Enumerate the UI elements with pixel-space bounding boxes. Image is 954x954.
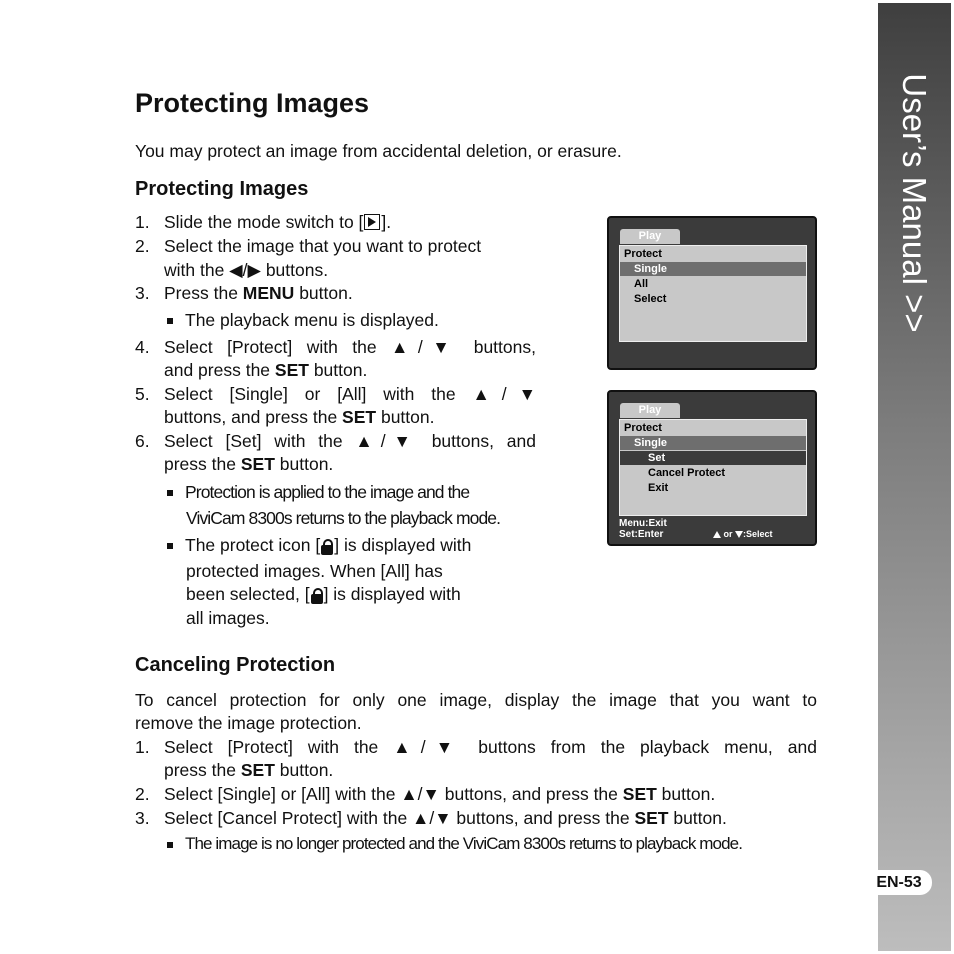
step-6-line-1: Select [Set] with the ▲/▼ buttons, and bbox=[164, 431, 536, 451]
step-6-line-2: press the SET button. bbox=[164, 454, 334, 474]
bullet-protect-icon-line-3: been selected, [ ] is displayed with bbox=[186, 584, 461, 604]
menu-item-cancel-protect: Cancel Protect bbox=[648, 467, 726, 479]
menu-item-set: Set bbox=[620, 451, 806, 465]
cancel-intro-line-1: To cancel protection for only one image, display the image that you want to bbox=[135, 690, 817, 710]
step-number: 1. bbox=[135, 737, 150, 757]
step-2-line-2: with the ◀/▶ buttons. bbox=[164, 260, 329, 280]
step-number: 4. bbox=[135, 337, 150, 357]
menu-item-protect: Protect bbox=[624, 422, 662, 434]
cancel-step-1-line-1: Select [Protect] with the ▲/▼ buttons from the playback menu, and bbox=[164, 737, 817, 757]
step-5-line-2: buttons, and press the SET button. bbox=[164, 407, 435, 427]
cancel-intro-line-2: remove the image protection. bbox=[135, 713, 362, 733]
step-1-text: Slide the mode switch to [ ]. bbox=[164, 212, 392, 232]
camera-screen-protect-menu bbox=[607, 216, 817, 370]
step-number: 5. bbox=[135, 384, 150, 404]
footer-menu-exit: Menu:Exit bbox=[619, 518, 667, 529]
cancel-step-2-text: Select [Single] or [All] with the ▲/▼ buttons, and press the SET button. bbox=[164, 784, 716, 804]
step-5-line-1: Select [Single] or [All] with the ▲/▼ bbox=[164, 384, 536, 404]
bullet-protection-applied-line-2: ViviCam 8300s returns to the playback mode. bbox=[186, 508, 501, 528]
step-number: 2. bbox=[135, 236, 150, 256]
bullet-protect-icon-line-2: protected images. When [All] has bbox=[186, 561, 443, 581]
camera-screen-single-submenu bbox=[607, 390, 817, 546]
bullet-protection-applied: Protection is applied to the image and the bbox=[167, 482, 469, 503]
page-title: Protecting Images bbox=[135, 88, 370, 118]
intro-text: You may protect an image from accidental deletion, or erasure. bbox=[135, 141, 622, 161]
menu-item-exit: Exit bbox=[648, 482, 669, 494]
lock-all-icon bbox=[311, 594, 323, 604]
step-4-line-1: Select [Protect] with the ▲/▼ buttons, bbox=[164, 337, 536, 357]
bullet-protect-icon-line-4: all images. bbox=[186, 608, 270, 628]
step-3-text: Press the MENU button. bbox=[164, 283, 353, 303]
step-number: 2. bbox=[135, 784, 150, 804]
section-title-protecting: Protecting Images bbox=[135, 178, 309, 200]
menu-panel bbox=[619, 419, 807, 516]
down-arrow-icon bbox=[735, 531, 743, 538]
footer-set-enter: Set:Enter bbox=[619, 529, 664, 540]
play-tab: Play bbox=[620, 229, 680, 244]
cancel-step-3-text: Select [Cancel Protect] with the ▲/▼ buttons, and press the SET button. bbox=[164, 808, 727, 828]
menu-item-select: Select bbox=[634, 293, 667, 305]
menu-item-protect: Protect bbox=[624, 248, 662, 260]
step-4-line-2: and press the SET button. bbox=[164, 360, 368, 380]
bullet-no-longer-protected: The image is no longer protected and the ViviCam 8300s returns to playback mode. bbox=[167, 834, 742, 854]
section-title-canceling: Canceling Protection bbox=[135, 654, 336, 676]
page-number: EN-53 bbox=[866, 870, 932, 895]
bullet-protect-icon: The protect icon [ ] is displayed with bbox=[167, 535, 471, 556]
step-number: 3. bbox=[135, 283, 150, 303]
playback-mode-icon bbox=[364, 214, 380, 230]
menu-item-all: All bbox=[634, 278, 649, 290]
step-number: 3. bbox=[135, 808, 150, 828]
sidebar-title: User’s Manual >> bbox=[896, 73, 933, 333]
up-arrow-icon bbox=[713, 531, 721, 538]
play-tab: Play bbox=[620, 403, 680, 418]
sidebar-tab bbox=[878, 3, 951, 951]
step-number: 1. bbox=[135, 212, 150, 232]
lock-icon bbox=[321, 545, 333, 555]
cancel-step-1-line-2: press the SET button. bbox=[164, 760, 334, 780]
step-2-line-1: Select the image that you want to protect bbox=[164, 236, 482, 256]
menu-item-single: Single bbox=[620, 262, 806, 276]
footer-select-hint: or :Select bbox=[713, 529, 773, 539]
step-number: 6. bbox=[135, 431, 150, 451]
menu-item-single: Single bbox=[620, 436, 806, 450]
bullet-playback-menu: The playback menu is displayed. bbox=[167, 310, 439, 331]
menu-panel bbox=[619, 245, 807, 342]
